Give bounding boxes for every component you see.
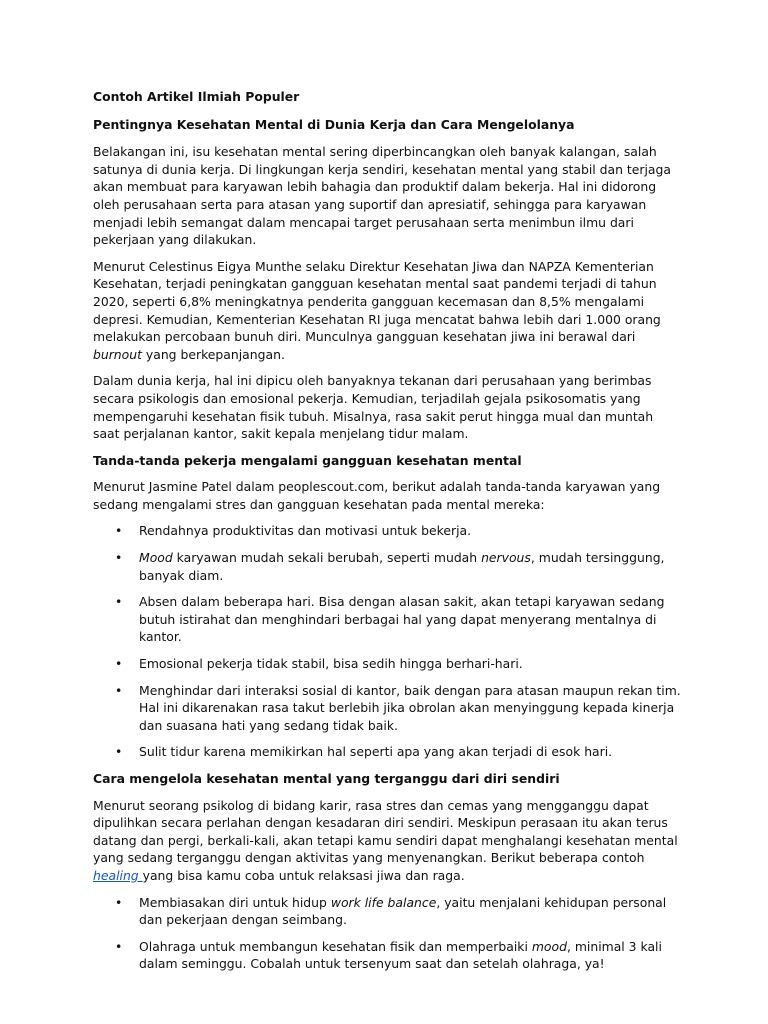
bullet-icon: • [115,550,123,566]
paragraph-text: Menurut seorang psikolog di bidang karir, rasa stres dan cemas yang mengganggu dapat dipulihkan secara perlahan dengan kesadaran diri sendiri. Meskipun perasaan itu akan terus datang dan pergi, berkali-kali, akan tetapi kamu sendiri dapat menghalangi kesehatan mental yang sedang terganggu dengan aktivitas yang menyenangkan. Berikut beberapa contoh [93,797,678,866]
list-item [93,894,683,929]
document-page [93,88,683,982]
paragraph-intro: Belakangan ini, isu kesehatan mental sering diperbincangkan oleh banyak kalangan, salah satunya di dunia kerja. Di lingkungan kerja sendiri, kesehatan mental yang stabil dan terjaga akan membuat para karyawan lebih bahagia dan produktif dalam bekerja. Hal ini didorong oleh perusahaan serta para atasan yang suportif dan apresiatif, sehingga para karyawan menjadi lebih semangat dalam mencapai target perusahaan serta menimbun ilmu dari pekerjaan yang dilakukan. [93,144,671,248]
paragraph-workplace: Dalam dunia kerja, hal ini dipicu oleh banyaknya tekanan dari perusahaan yang berimbas secara psikologis dan emosional pekerja. Kemudian, terjadilah gejala psikosomatis yang mempengaruhi kesehatan fisik tubuh. Misalnya, rasa sakit perut hingga mual dan muntah saat perjalanan kantor, sakit kepala menjelang tidur malam. [93,373,654,442]
section-heading-management: Cara mengelola kesehatan mental yang terganggu dari diri sendiri [93,771,560,786]
list-item-text: Rendahnya produktivitas dan motivasi untuk bekerja. [139,523,472,539]
bullet-icon: • [115,744,123,760]
section-heading-signs: Tanda-tanda pekerja mengalami gangguan kesehatan mental [93,452,522,468]
list-item-text: , mudah tersinggung, banyak diam. [139,550,665,583]
paragraph-statistics [93,258,683,364]
emphasis-text: nervous [481,550,531,566]
signs-list [93,522,683,761]
emphasis-text: Mood [139,550,173,566]
document-label: Contoh Artikel Ilmiah Populer [93,89,300,104]
article-title: Pentingnya Kesehatan Mental di Dunia Kerja dan Cara Mengelolanya [93,116,575,132]
emphasis-text: burnout [93,346,142,362]
list-item-text: Absen dalam beberapa hari. Bisa dengan alasan sakit, akan tetapi karyawan sedang butuh istirahat dan menghindari berbagai hal yang dapat menyerang mentalnya di kantor. [139,594,665,645]
bullet-icon: • [115,894,123,910]
paragraph-management [93,797,683,885]
link-text: healing [93,867,143,883]
emphasis-text: work life balance [330,894,437,910]
bullet-icon: • [115,594,123,610]
list-item [93,522,683,540]
list-item [93,682,683,735]
list-item [93,938,683,973]
bullet-icon: • [115,938,123,954]
list-item [93,655,683,673]
paragraph-text: Menurut Celestinus Eigya Munthe selaku Direktur Kesehatan Jiwa dan NAPZA Kementerian Kesehatan, terjadi peningkatan gangguan kesehatan mental saat pandemi terjadi di tahun 2020, seperti 6,8% meningkatnya penderita gangguan kecemasan dan 8,5% mengalami depresi. Kemudian, Kementerian Kesehatan RI juga mencatat bahwa lebih dari 1.000 orang melakukan percobaan bunuh diri. Munculnya gangguan kesehatan jiwa ini berawal dari [93,258,661,345]
list-item-text: , yaitu menjalani kehidupan personal dan pekerjaan dengan seimbang. [139,894,667,928]
list-item-text: Menghindar dari interaksi sosial di kantor, baik dengan para atasan maupun rekan tim. Hal ini dikarenakan rasa takut berlebih jika obrolan akan menyinggung kepada kinerja dan suasana hati yang sedang tidak baik. [139,682,681,733]
list-item-text: Emosional pekerja tidak stabil, bisa sedih hingga berhari-hari. [139,656,523,672]
bullet-icon: • [115,682,123,698]
emphasis-text: mood [531,938,567,954]
paragraph-text: yang bisa kamu coba untuk relaksasi jiwa dan raga. [142,867,465,883]
bullet-icon: • [115,523,123,539]
list-item-text: karyawan mudah sekali berubah, seperti mudah [172,550,482,566]
list-item-text: Olahraga untuk membangun kesehatan fisik dan memperbaiki [139,938,532,954]
list-item-text: Membiasakan diri untuk hidup [139,894,331,910]
bullet-icon: • [115,656,123,672]
list-item [93,549,683,584]
tips-list [93,894,683,973]
list-item-text: Sulit tidur karena memikirkan hal seperti apa yang akan terjadi di esok hari. [139,744,613,760]
paragraph-signs-intro: Menurut Jasmine Patel dalam peoplescout.com, berikut adalah tanda-tanda karyawan yang sedang mengalami stres dan gangguan kesehatan pada mental mereka: [93,479,661,512]
healing-link[interactable] [93,868,143,883]
list-item [93,593,683,646]
paragraph-text: yang berkepanjangan. [141,346,285,362]
list-item-text: , minimal 3 kali dalam seminggu. Cobalah untuk tersenyum saat dan setelah olahraga, ya! [139,938,662,972]
list-item [93,743,683,761]
